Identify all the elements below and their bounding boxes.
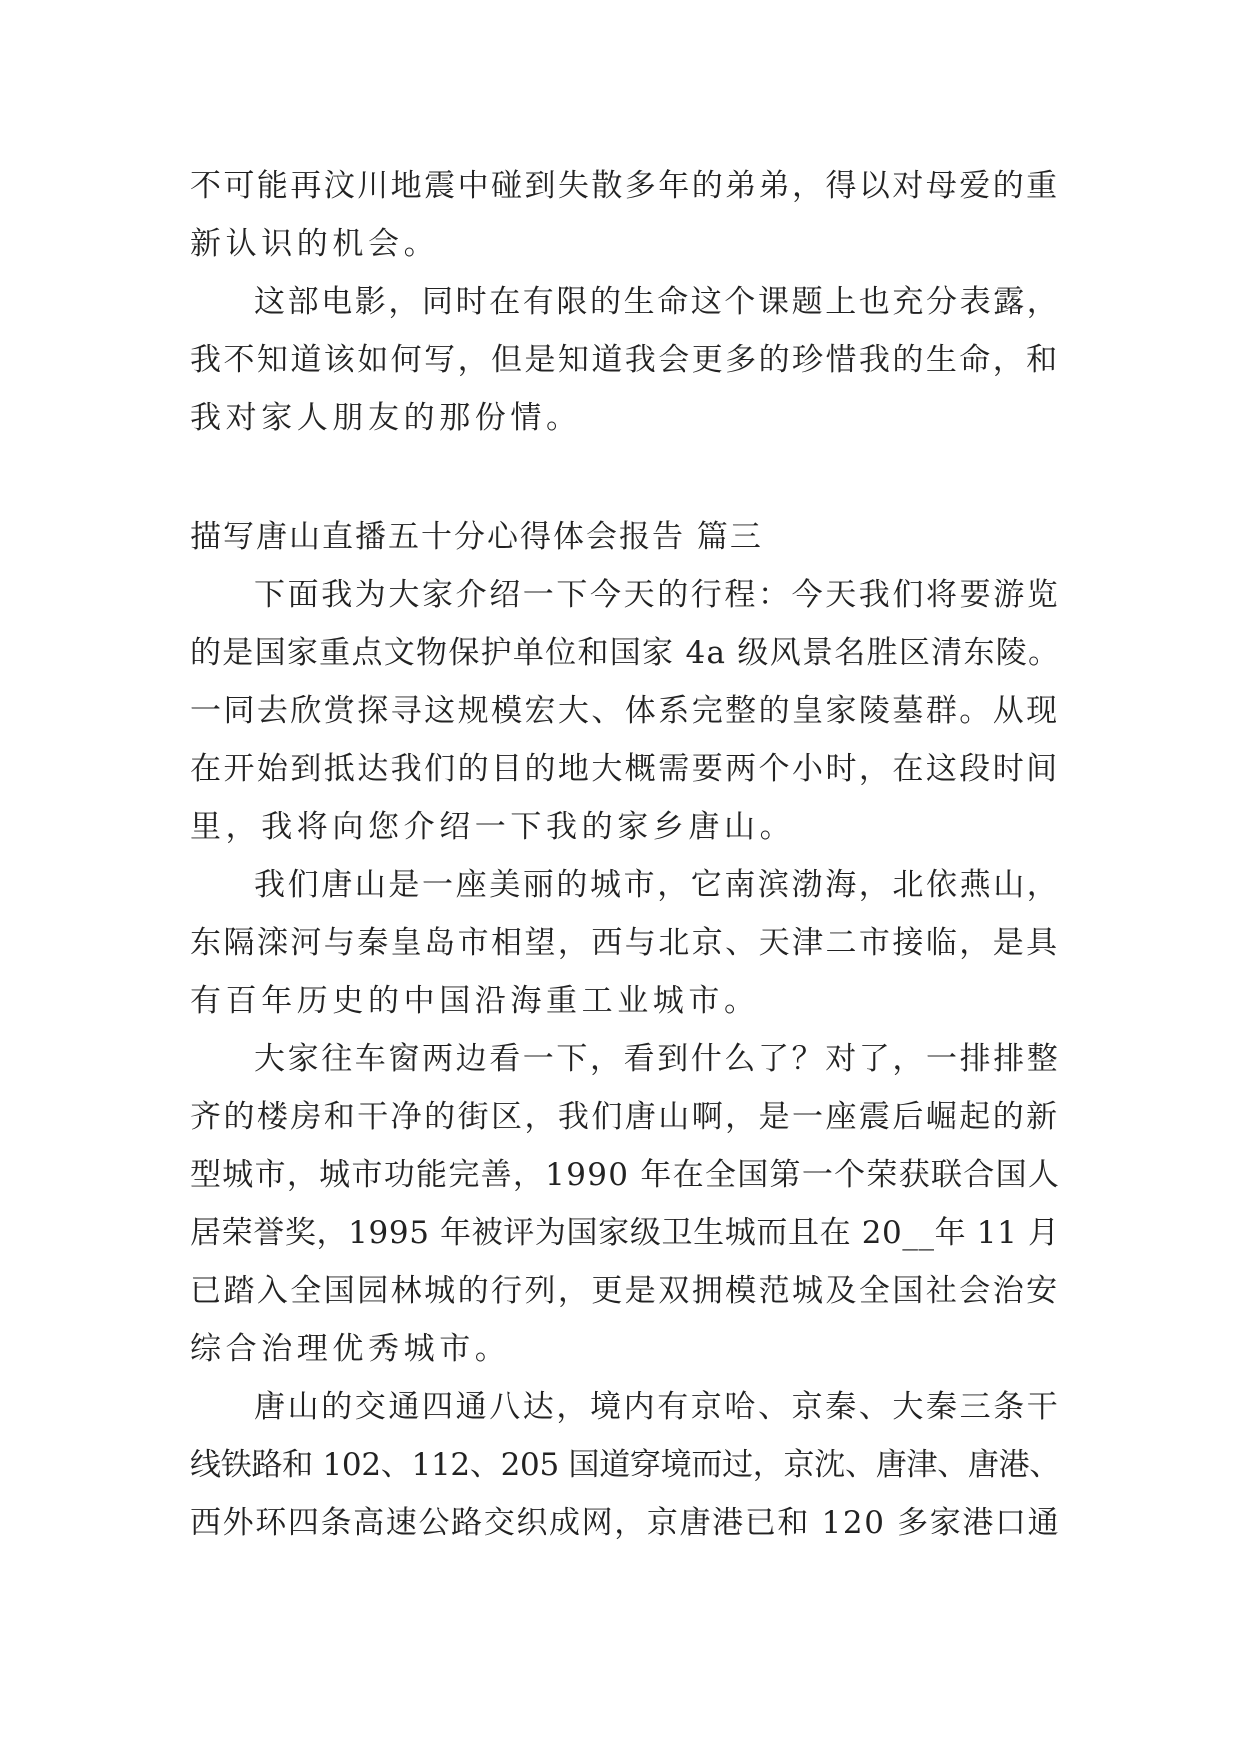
text-line: 我们唐山是一座美丽的城市，它南滨渤海，北依燕山， bbox=[254, 867, 1061, 903]
text-line: 齐的楼房和干净的街区，我们唐山啊，是一座震后崛起的新 bbox=[190, 1099, 1060, 1135]
text-line: 线铁路和 102、112、205 国道穿境而过，京沈、唐津、唐港、 bbox=[190, 1447, 1061, 1483]
text-line: 综合治理优秀城市。 bbox=[190, 1331, 511, 1367]
text-line: 我对家人朋友的那份情。 bbox=[190, 400, 582, 436]
text-line: 有百年历史的中国沿海重工业城市。 bbox=[190, 983, 760, 1019]
section-heading: 描写唐山直播五十分心得体会报告 篇三 bbox=[190, 519, 763, 555]
text-line: 这部电影，同时在有限的生命这个课题上也充分表露， bbox=[254, 284, 1061, 320]
text-line: 型城市，城市功能完善，1990 年在全国第一个荣获联合国人 bbox=[190, 1157, 1061, 1193]
text-line: 的是国家重点文物保护单位和国家 4a 级风景名胜区清东陵。 bbox=[190, 635, 1061, 671]
text-line: 唐山的交通四通八达，境内有京哈、京秦、大秦三条干 bbox=[254, 1389, 1061, 1425]
text-line: 大家往车窗两边看一下，看到什么了？对了，一排排整 bbox=[254, 1041, 1061, 1077]
text-line: 东隔滦河与秦皇岛市相望，西与北京、天津二市接临，是具 bbox=[190, 925, 1060, 961]
text-line: 我不知道该如何写，但是知道我会更多的珍惜我的生命，和 bbox=[190, 342, 1060, 378]
text-line: 不可能再汶川地震中碰到失散多年的弟弟，得以对母爱的重 bbox=[190, 168, 1060, 204]
text-line: 新认识的机会。 bbox=[190, 226, 440, 262]
text-line: 下面我为大家介绍一下今天的行程：今天我们将要游览 bbox=[254, 577, 1061, 613]
text-line: 里，我将向您介绍一下我的家乡唐山。 bbox=[190, 809, 796, 845]
text-line: 西外环四条高速公路交织成网，京唐港已和 120 多家港口通 bbox=[190, 1505, 1061, 1541]
text-line: 居荣誉奖，1995 年被评为国家级卫生城而且在 20__年 11 月 bbox=[190, 1215, 1060, 1251]
text-line: 在开始到抵达我们的目的地大概需要两个小时，在这段时间 bbox=[190, 751, 1060, 787]
text-line: 已踏入全国园林城的行列，更是双拥模范城及全国社会治安 bbox=[190, 1273, 1060, 1309]
text-line: 一同去欣赏探寻这规模宏大、体系完整的皇家陵墓群。从现 bbox=[190, 693, 1060, 729]
